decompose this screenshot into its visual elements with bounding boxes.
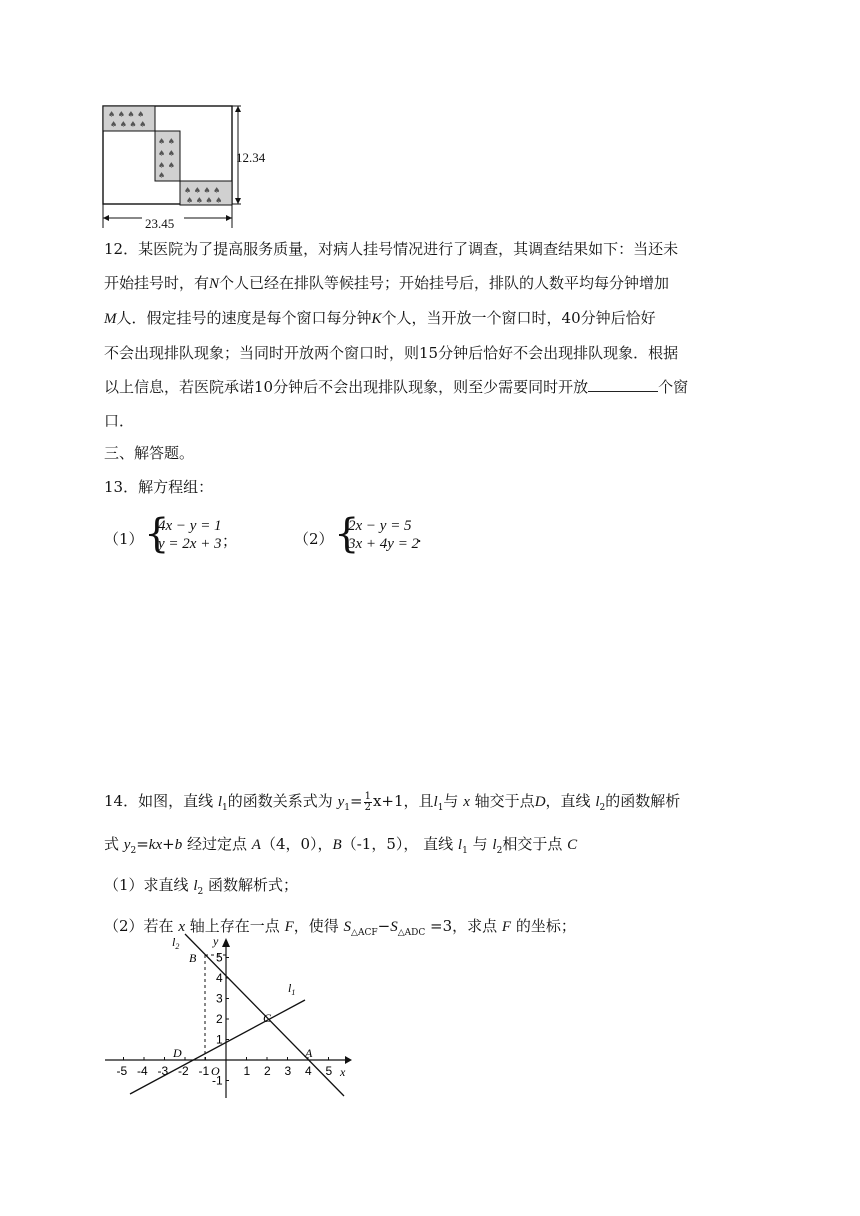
q14-line-1: 14．如图，直线 $l_1$的函数关系式为 $y_1=$ $\frac{1}{2}$ x+1，且$l_1$与 x 轴交于点D，直线 $l_2$的函数解析 bbox=[104, 790, 681, 813]
y-tick-label: 3 bbox=[216, 991, 223, 1006]
x-tick-label: -3 bbox=[157, 1064, 169, 1078]
svg-text:♠ ♠: ♠ ♠ bbox=[158, 149, 175, 158]
svg-text:♠ ♠ ♠ ♠: ♠ ♠ ♠ ♠ bbox=[108, 110, 145, 119]
x-tick-label: 2 bbox=[264, 1064, 271, 1078]
svg-text:♠ ♠ ♠ ♠: ♠ ♠ ♠ ♠ bbox=[110, 120, 147, 129]
y-tick-label: 1 bbox=[216, 1032, 223, 1047]
svg-text:♠ ♠ ♠ ♠: ♠ ♠ ♠ ♠ bbox=[186, 196, 223, 205]
y-tick-label: 2 bbox=[216, 1012, 223, 1026]
question-14 bbox=[104, 782, 774, 950]
section-heading: 三、解答题。 bbox=[104, 444, 195, 462]
q13-p1-eq1: 4x − y = 1 bbox=[158, 518, 222, 534]
q12-line-3: M人．假定挂号的速度是每个窗口每分钟K个人，当开放一个窗口时，40分钟后恰好 bbox=[104, 309, 656, 327]
q13-part-2: （2） { 2x − y = 5 3x + 4y = 2 . bbox=[294, 511, 422, 557]
q12-line-6: 口． bbox=[104, 412, 135, 430]
rectangle-figure bbox=[98, 100, 268, 235]
y-tick-label: 5 bbox=[216, 950, 223, 965]
x-tick-label: 5 bbox=[325, 1064, 333, 1078]
svg-text:♠ ♠: ♠ ♠ bbox=[158, 161, 175, 170]
q14-line-2: 式 $y_2=kx+b$ 经过定点 A（4，0），B（-1，5）， 直线 $l_1$ 与 $l_2$相交于点 C bbox=[104, 835, 578, 856]
q12-line-4: 不会出现排队现象；当同时开放两个窗口时，则15分钟后恰好不会出现排队现象．根据 bbox=[104, 344, 679, 362]
q13-p2-eq1: 2x − y = 5 bbox=[348, 518, 412, 534]
origin-label: O bbox=[211, 1064, 220, 1078]
q12-line-2: 开始挂号时，有N个人已经在排队等候挂号；开始挂号后，排队的人数平均每分钟增加 bbox=[104, 274, 670, 292]
y-tick-label: 4 bbox=[216, 971, 223, 985]
l1-label: $l_1$ bbox=[288, 981, 296, 997]
point-d-label: D bbox=[173, 1046, 182, 1060]
x-tick-label: 3 bbox=[284, 1064, 292, 1078]
question-13-title: 13．解方程组： bbox=[104, 478, 214, 496]
q12-line-5: 以上信息，若医院承诺10分钟后不会出现排队现象，则至少需要同时开放 个窗 bbox=[104, 370, 764, 404]
x-tick-label: -4 bbox=[137, 1064, 148, 1078]
x-tick-label: 4 bbox=[305, 1064, 312, 1078]
point-b-label: B bbox=[189, 951, 197, 965]
q13-p1-eq2: y = 2x + 3 bbox=[158, 536, 222, 552]
x-tick-label: -1 bbox=[198, 1064, 210, 1078]
width-label: 23.45 bbox=[145, 216, 175, 231]
coordinate-graph bbox=[100, 930, 360, 1102]
svg-text:♠ ♠: ♠ ♠ bbox=[158, 137, 175, 146]
point-c-label: C bbox=[263, 1011, 272, 1025]
svg-text:♠: ♠ bbox=[158, 171, 166, 180]
l2-label: $l_2$ bbox=[172, 935, 180, 951]
question-12 bbox=[104, 232, 764, 438]
q12-line-1: 12．某医院为了提高服务质量，对病人挂号情况进行了调查，其调查结果如下：当还未 bbox=[104, 240, 679, 258]
x-tick-label: 1 bbox=[243, 1064, 251, 1078]
x-tick-label: -2 bbox=[178, 1064, 189, 1078]
y-tick-label: -1 bbox=[212, 1073, 223, 1088]
q14-sub-1: （1）求直线 $l_2$ 函数解析式； bbox=[104, 876, 299, 897]
height-label: 12.34 bbox=[236, 150, 266, 165]
svg-text:♠ ♠ ♠ ♠: ♠ ♠ ♠ ♠ bbox=[184, 186, 221, 195]
x-tick-label: -5 bbox=[116, 1064, 128, 1078]
y-axis-label: y bbox=[213, 934, 219, 948]
answer-blank[interactable] bbox=[588, 375, 658, 392]
q13-p2-eq2: 3x + 4y = 2 bbox=[348, 536, 420, 552]
q13-part-1: （1） { 4x − y = 1 y = 2x + 3 ； bbox=[104, 511, 238, 557]
q14-sub-2: （2）若在 x 轴上存在一点 F，使得 $S_{\triangle ACF}-S_{\triangle ADC} =3$，求点 F 的坐标； bbox=[104, 917, 576, 938]
x-axis-label: x bbox=[340, 1065, 346, 1079]
point-a-label: A bbox=[305, 1046, 313, 1060]
